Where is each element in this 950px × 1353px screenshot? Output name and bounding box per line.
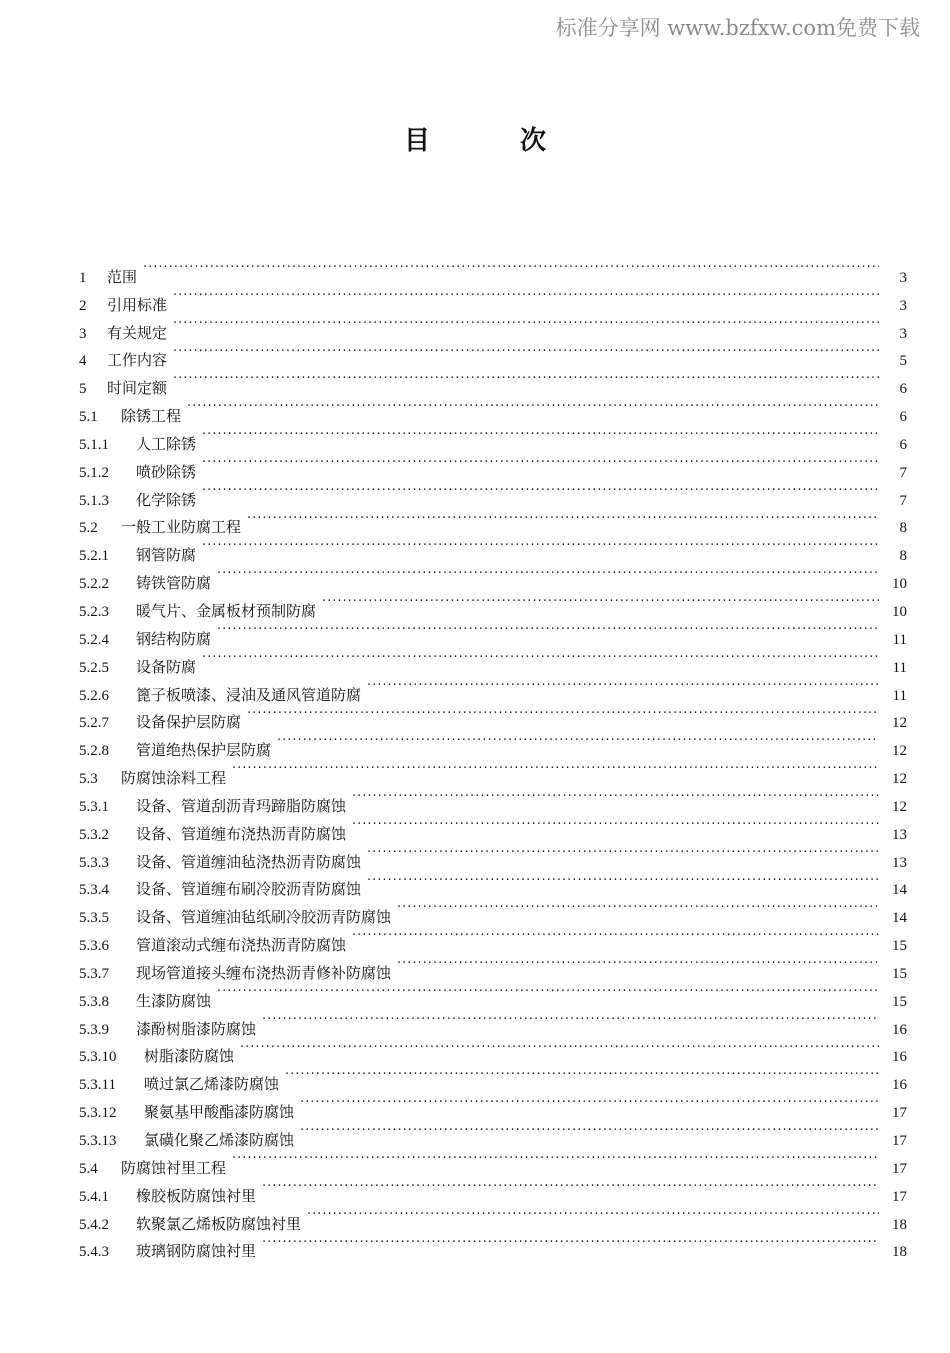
toc-entry-page: 13 <box>892 826 907 843</box>
toc-entry <box>79 421 907 453</box>
toc-entry-page: 12 <box>892 771 907 788</box>
toc-leader-dots <box>173 282 879 310</box>
toc-entry-number: 5 <box>79 381 87 398</box>
toc-entry-label: 设备、管道缠布刷冷胶沥青防腐蚀 <box>136 880 362 899</box>
toc-entry-label: 篦子板喷漆、浸油及通风管道防腐 <box>136 685 362 704</box>
toc-entry-page: 18 <box>892 1244 907 1261</box>
toc-entry-page: 10 <box>892 603 907 620</box>
toc-entry-number: 5.3.10 <box>79 1049 117 1066</box>
toc-entry-number: 5.3.2 <box>79 826 109 843</box>
toc-leader-dots <box>202 449 879 477</box>
toc-entry-page: 16 <box>892 1049 907 1066</box>
toc-entry-page: 11 <box>892 659 907 676</box>
toc-entry-number: 5.4.1 <box>79 1188 109 1205</box>
toc-entry-page: 7 <box>899 492 907 509</box>
toc-leader-dots <box>217 978 879 1006</box>
toc-leader-dots <box>247 505 879 533</box>
toc-entry-number: 5.3.5 <box>79 910 109 927</box>
toc-entry-label: 除锈工程 <box>121 407 182 426</box>
toc-leader-dots <box>397 950 879 978</box>
toc-entry-label: 树脂漆防腐蚀 <box>144 1047 235 1066</box>
toc-entry <box>79 560 907 593</box>
toc-entry-label: 化学除锈 <box>136 490 197 509</box>
toc-leader-dots <box>202 477 879 505</box>
toc-entry-label: 管道滚动式缠布浇热沥青防腐蚀 <box>136 936 347 955</box>
toc-entry-label: 防腐蚀衬里工程 <box>121 1158 227 1177</box>
toc-entry-page: 5 <box>899 353 907 370</box>
toc-entry-label: 有关规定 <box>107 323 168 342</box>
toc-leader-dots <box>300 1117 879 1145</box>
toc-entry-label: 聚氨基甲酸酯漆防腐蚀 <box>144 1103 295 1122</box>
toc-entry-label: 玻璃钢防腐蚀衬里 <box>136 1242 257 1261</box>
toc-leader-dots <box>202 644 879 672</box>
toc-entry-number: 5.3.13 <box>79 1133 117 1149</box>
toc-leader-dots <box>352 783 879 811</box>
toc-leader-dots <box>262 1173 879 1201</box>
toc-entry <box>79 365 907 398</box>
toc-entry-page: 6 <box>899 409 907 426</box>
toc-entry-label: 设备防腐 <box>136 657 197 676</box>
toc-entry-page: 3 <box>899 325 907 342</box>
toc-entry <box>79 672 907 704</box>
toc-leader-dots <box>202 532 879 560</box>
watermark: 标准分享网 www.bzfxw.com免费下载 <box>555 16 920 40</box>
toc-entry-label: 钢管防腐 <box>136 546 197 565</box>
toc-entry-label: 氯磺化聚乙烯漆防腐蚀 <box>144 1131 295 1149</box>
toc-entry-label: 设备、管道缠油毡浇热沥青防腐蚀 <box>136 852 362 871</box>
toc-entry <box>79 338 907 370</box>
toc-entry-label: 钢结构防腐 <box>136 629 212 648</box>
toc-entry-label: 引用标准 <box>107 295 168 314</box>
table-of-contents <box>79 254 907 1261</box>
title-char-2: 次 <box>520 126 547 156</box>
toc-entry <box>79 477 907 509</box>
toc-entry-page: 15 <box>892 938 907 955</box>
toc-entry-number: 5.3.4 <box>79 882 109 899</box>
toc-entry-label: 喷过氯乙烯漆防腐蚀 <box>144 1075 280 1094</box>
toc-entry-number: 5.2.6 <box>79 687 109 704</box>
toc-entry-label: 橡胶板防腐蚀衬里 <box>136 1186 257 1205</box>
toc-entry-number: 5.3.12 <box>79 1105 117 1122</box>
toc-entry-number: 5.3.6 <box>79 938 109 955</box>
toc-entry-number: 3 <box>79 325 87 342</box>
toc-leader-dots <box>352 811 879 839</box>
toc-leader-dots <box>285 1061 879 1089</box>
toc-leader-dots <box>202 421 879 449</box>
toc-entry <box>79 282 907 314</box>
toc-entry <box>79 310 907 342</box>
toc-entry-page: 17 <box>892 1188 907 1205</box>
toc-entry-number: 5.1.2 <box>79 464 109 481</box>
toc-entry-number: 5.3 <box>79 771 98 788</box>
toc-entry <box>79 505 907 537</box>
toc-entry-page: 18 <box>892 1216 907 1233</box>
toc-entry-page: 17 <box>892 1133 907 1149</box>
toc-leader-dots <box>173 365 879 393</box>
toc-entry-label: 工作内容 <box>107 351 168 370</box>
toc-entry-label: 生漆防腐蚀 <box>136 991 212 1010</box>
toc-leader-dots <box>277 727 879 755</box>
toc-leader-dots <box>262 1006 879 1034</box>
toc-entry-label: 管道绝热保护层防腐 <box>136 741 272 760</box>
toc-leader-dots <box>367 839 879 867</box>
toc-entry-number: 5.3.3 <box>79 854 109 871</box>
toc-entry <box>79 449 907 481</box>
toc-leader-dots <box>352 922 879 950</box>
toc-entry-number: 5.1.1 <box>79 436 109 453</box>
toc-leader-dots <box>232 755 879 783</box>
toc-entry-number: 5.2.1 <box>79 548 109 565</box>
toc-entry-number: 4 <box>79 353 87 370</box>
toc-entry-number: 5.2 <box>79 520 98 537</box>
toc-entry-number: 5.1 <box>79 409 98 426</box>
toc-leader-dots <box>143 254 879 282</box>
toc-leader-dots <box>217 560 879 588</box>
toc-entry-number: 5.4 <box>79 1160 98 1177</box>
toc-entry-page: 14 <box>892 882 907 899</box>
toc-entry-number: 5.2.3 <box>79 603 109 620</box>
toc-entry-page: 16 <box>892 1021 907 1038</box>
toc-entry-page: 10 <box>892 576 907 593</box>
toc-entry-number: 1 <box>79 269 87 286</box>
toc-entry-number: 5.3.11 <box>79 1077 116 1094</box>
toc-entry-page: 14 <box>892 910 907 927</box>
toc-entry-page: 11 <box>892 687 907 704</box>
toc-entry-page: 15 <box>892 965 907 982</box>
toc-leader-dots <box>322 588 879 616</box>
toc-entry-number: 5.3.8 <box>79 993 109 1010</box>
toc-leader-dots <box>232 1145 879 1173</box>
toc-entry-number: 5.2.2 <box>79 576 109 593</box>
toc-leader-dots <box>367 672 879 700</box>
toc-entry <box>79 532 907 565</box>
toc-entry-label: 设备、管道缠油毡纸刷冷胶沥青防腐蚀 <box>136 908 392 927</box>
toc-entry-label: 暖气片、金属板材预制防腐 <box>136 601 317 620</box>
toc-entry-label: 铸铁管防腐 <box>136 574 212 593</box>
toc-leader-dots <box>307 1201 879 1229</box>
toc-entry-label: 防腐蚀涂料工程 <box>121 769 227 788</box>
toc-entry-number: 5.4.3 <box>79 1244 109 1261</box>
toc-leader-dots <box>173 310 879 338</box>
toc-leader-dots <box>247 700 879 728</box>
toc-entry-label: 现场管道接头缠布浇热沥青修补防腐蚀 <box>136 963 392 982</box>
toc-entry-page: 12 <box>892 798 907 815</box>
toc-entry <box>79 254 907 286</box>
toc-entry-number: 5.2.5 <box>79 659 109 676</box>
toc-entry-label: 软聚氯乙烯板防腐蚀衬里 <box>136 1214 302 1233</box>
toc-entry-label: 设备保护层防腐 <box>136 713 242 732</box>
toc-leader-dots <box>217 616 879 644</box>
toc-entry-label: 一般工业防腐工程 <box>121 518 242 537</box>
toc-entry-number: 5.2.8 <box>79 743 109 760</box>
toc-entry-number: 2 <box>79 297 87 314</box>
toc-leader-dots <box>262 1229 879 1257</box>
toc-entry-label: 设备、管道刮沥青玛蹄脂防腐蚀 <box>136 796 347 815</box>
toc-leader-dots <box>240 1034 879 1062</box>
toc-entry-number: 5.2.7 <box>79 715 109 732</box>
toc-entry-number: 5.3.7 <box>79 965 109 982</box>
toc-entry-number: 5.2.4 <box>79 631 109 648</box>
toc-entry-page: 13 <box>892 854 907 871</box>
toc-leader-dots <box>187 393 879 421</box>
toc-entry-page: 16 <box>892 1077 907 1094</box>
toc-entry-label: 设备、管道缠布浇热沥青防腐蚀 <box>136 824 347 843</box>
toc-leader-dots <box>367 867 879 895</box>
toc-entry-number: 5.1.3 <box>79 492 109 509</box>
toc-entry-page: 8 <box>899 548 907 565</box>
title-char-1: 目 <box>403 126 430 156</box>
page-title <box>0 120 950 157</box>
toc-entry-page: 6 <box>899 436 907 453</box>
toc-entry <box>79 393 907 426</box>
toc-entry-page: 17 <box>892 1160 907 1177</box>
toc-entry-label: 喷砂除锈 <box>136 462 197 481</box>
toc-leader-dots <box>397 894 879 922</box>
toc-entry-number: 5.3.1 <box>79 798 109 815</box>
toc-leader-dots <box>173 338 879 366</box>
toc-entry-page: 6 <box>899 381 907 398</box>
toc-entry-label: 范围 <box>107 267 138 286</box>
toc-entry-page: 12 <box>892 743 907 760</box>
toc-entry <box>79 644 907 676</box>
toc-entry-page: 3 <box>899 297 907 314</box>
toc-entry-page: 15 <box>892 993 907 1010</box>
toc-entry-page: 7 <box>899 464 907 481</box>
toc-entry-label: 时间定额 <box>107 379 168 398</box>
toc-entry-page: 17 <box>892 1105 907 1122</box>
toc-entry-page: 12 <box>892 715 907 732</box>
toc-entry-page: 3 <box>899 269 907 286</box>
toc-entry-label: 漆酚树脂漆防腐蚀 <box>136 1019 257 1038</box>
toc-entry-page: 8 <box>899 520 907 537</box>
toc-entry-label: 人工除锈 <box>136 434 197 453</box>
toc-entry-number: 5.4.2 <box>79 1216 109 1233</box>
toc-leader-dots <box>300 1089 879 1117</box>
toc-entry-number: 5.3.9 <box>79 1021 109 1038</box>
toc-entry-page: 11 <box>892 631 907 648</box>
